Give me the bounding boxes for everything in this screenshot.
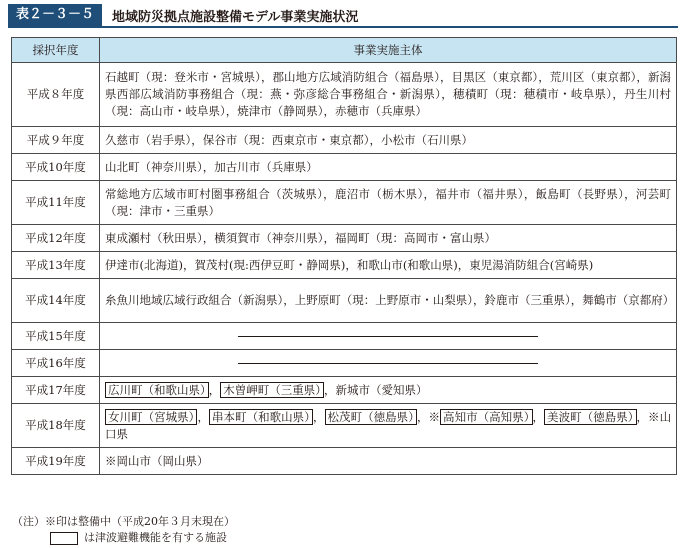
entity-text: 糸魚川地域広域行政組合（新潟県），上野原町（現：上野原市・山梨県），鈴鹿市（三重県），舞鶴市（京都府）: [105, 293, 675, 307]
table-row: [12, 323, 677, 350]
header-entity: 事業実施主体: [100, 38, 677, 63]
row-year: 平成12年度: [12, 225, 100, 252]
entity-text: ，新城市（愛知県）: [324, 382, 428, 397]
row-year: 平成10年度: [12, 154, 100, 181]
none-dash: [238, 363, 538, 364]
row-entities: [100, 225, 677, 252]
entity-text: ，: [312, 409, 325, 424]
row-year: 平成16年度: [12, 350, 100, 377]
entity-text: 常総地方広域市町村圏事務組合（茨城県），鹿沼市（栃木県），福井市（福井県），飯島町（長野県），河芸町（現：津市・三重県）: [105, 186, 671, 218]
row-year: 平成８年度: [12, 63, 100, 127]
note-legend: [12, 530, 235, 546]
row-entities: [100, 181, 677, 225]
entity-text: 石越町（現：登米市・宮城県），郡山地方広域消防組合（福島県），目黒区（東京都），荒川区（東京都），新潟県西部広域消防事務組合（現：燕・弥彦総合事務組合・新潟県），穂積町（現：穂積市・岐阜県），丹生川村（現：高山市・岐阜県），焼津市（静岡県），赤穂市（兵庫県）: [105, 70, 671, 118]
tsunami-facility-entity: 高知市（高知県）: [440, 409, 532, 425]
row-year: 平成11年度: [12, 181, 100, 225]
entity-text: ※岡山市（岡山県）: [105, 453, 209, 468]
tsunami-facility-entity: 女川町（宮城県）: [105, 409, 197, 425]
tsunami-facility-entity: 美波町（徳島県）: [544, 409, 636, 425]
table-row: [12, 279, 677, 323]
entity-text: 山北町（神奈川県），加古川市（兵庫県）: [105, 159, 318, 174]
row-year: 平成19年度: [12, 448, 100, 475]
table-title: 地域防災拠点施設整備モデル事業実施状況: [112, 9, 359, 25]
row-entities: [100, 127, 677, 154]
project-table: [11, 37, 677, 475]
entity-text: ，: [532, 409, 545, 424]
entity-text: ，: [208, 382, 221, 397]
table-row: [12, 377, 677, 404]
table-row: [12, 448, 677, 475]
row-year: 平成14年度: [12, 279, 100, 323]
row-entities: [100, 377, 677, 404]
row-entities: [100, 154, 677, 181]
table-row: [12, 181, 677, 225]
entity-text: ，※: [416, 409, 441, 424]
row-year: 平成13年度: [12, 252, 100, 279]
title-bar: [8, 4, 678, 28]
table-body: [12, 63, 677, 475]
row-year: 平成９年度: [12, 127, 100, 154]
row-entities: [100, 63, 677, 127]
row-entities: [100, 404, 677, 448]
notes: [12, 514, 235, 546]
tsunami-facility-entity: 木曽岬町（三重県）: [220, 382, 324, 398]
header-year: 採択年度: [12, 38, 100, 63]
legend-box-icon: [50, 532, 78, 545]
note-asterisk: （注）※印は整備中（平成20年３月末現在）: [12, 515, 235, 528]
tsunami-facility-entity: 串本町（和歌山県）: [209, 409, 313, 425]
row-entities: [100, 279, 677, 323]
row-entities: [100, 323, 677, 350]
entity-text: ，: [197, 409, 209, 424]
table-row: [12, 252, 677, 279]
header-row: [12, 38, 677, 63]
entity-text: 伊達市(北海道)，賀茂村(現:西伊豆町・静岡県)，和歌山市(和歌山県)，東児湯消防組合(宮崎県): [105, 257, 594, 272]
row-year: 平成18年度: [12, 404, 100, 448]
table-row: [12, 350, 677, 377]
none-dash: [238, 336, 538, 337]
table-row: [12, 63, 677, 127]
table-row: [12, 154, 677, 181]
row-entities: [100, 252, 677, 279]
tsunami-facility-entity: 松茂町（徳島県）: [325, 409, 417, 425]
row-entities: [100, 448, 677, 475]
row-entities: [100, 350, 677, 377]
row-year: 平成17年度: [12, 377, 100, 404]
tsunami-facility-entity: 広川町（和歌山県）: [105, 382, 209, 398]
table-row: [12, 127, 677, 154]
table-row: [12, 225, 677, 252]
row-year: 平成15年度: [12, 323, 100, 350]
entity-text: ，※山口県: [105, 409, 672, 441]
table-number: 表２－３－５: [8, 4, 102, 26]
entity-text: 東成瀬村（秋田県），横須賀市（神奈川県），福岡町（現：高岡市・富山県）: [105, 230, 496, 245]
table-row: [12, 404, 677, 448]
note-legend-text: は津波避難機能を有する施設: [84, 531, 227, 544]
entity-text: 久慈市（岩手県），保谷市（現：西東京市・東京都），小松市（石川県）: [105, 132, 473, 147]
